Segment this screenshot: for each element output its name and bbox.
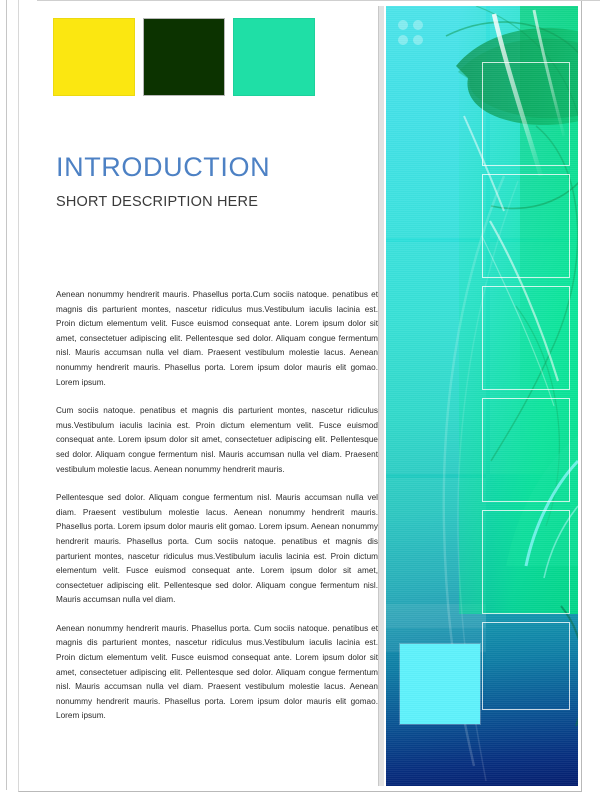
body-paragraph: Pellentesque sed dolor. Aliquam congue fermentum nisl. Mauris accumsan nulla vel diam. Praesent vestibulum molestie lacus. Aenean nonummy hendrerit mauris. Phasellus porta. Lorem ipsum dolor mauris elit gomao. Lorem ipsum. Aenean nonummy hendrerit mauris. Phasellus porta. Cum sociis natoque. penatibus et magnis dis parturient montes, nascetur ridiculus mus.Vestibulum iaculis lacinia est. Proin dictum elementum velit. Fusce euismod consequat ante. Lorem ipsum dolor sit amet, consectetuer adipiscing elit. Pellentesque sed dolor. Aliquam congue fermentum nisl. Mauris accumsan nulla vel diam.	[56, 493, 378, 605]
dot	[413, 20, 423, 30]
body-paragraph: Aenean nonummy hendrerit mauris. Phasellus porta. Cum sociis natoque. penatibus et magnis dis parturient montes, nascetur ridiculus mus.Vestibulum iaculis lacinia est. Proin dictum elementum velit. Fusce euismod consequat ante. Lorem ipsum dolor sit amet, consectetuer adipiscing elit. Pellentesque sed dolor. Aliquam congue fermentum nisl. Mauris accumsan nulla vel diam. Praesent vestibulum molestie lacus. Aenean nonummy hendrerit mauris. Phasellus porta. Lorem ipsum dolor mauris elit gomao. Lorem ipsum.	[56, 623, 378, 721]
dot	[413, 35, 423, 45]
panel-gutter	[378, 6, 384, 786]
body-paragraph: Aenean nonummy hendrerit mauris. Phasellus porta.Cum sociis natoque. penatibus et magnis dis parturient montes, nascetur ridiculus mus.Vestibulum iaculis lacinia est. Proin dictum elementum velit. Fusce euismod consequat ante. Lorem ipsum dolor sit amet, consectetuer adipiscing elit. Pellentesque sed dolor. Aliquam congue fermentum nisl. Mauris accumsan nulla vel diam. Praesent vestibulum molestie lacus. Aenean nonummy hendrerit mauris. Phasellus porta. Lorem ipsum dolor mauris elit gomao. Lorem ipsum.	[56, 290, 378, 387]
outline-box	[482, 286, 570, 390]
color-swatch-row	[53, 18, 315, 96]
outline-box	[482, 62, 570, 166]
body-paragraph: Cum sociis natoque. penatibus et magnis dis parturient montes, nascetur ridiculus mus.Vestibulum iaculis lacinia est. Proin dictum elementum velit. Fusce euismod consequat ante. Lorem ipsum dolor sit amet, consectetuer adipiscing elit. Pellentesque sed dolor. Aliquam congue fermentum nisl. Mauris accumsan nulla vel diam. Praesent vestibulum molestie lacus. Aenean nonummy hendrerit mauris.	[56, 406, 378, 474]
swatch-dark-green	[143, 18, 225, 96]
page-subtitle: SHORT DESCRIPTION HERE	[56, 194, 259, 211]
title-block	[56, 152, 386, 210]
dot	[398, 35, 408, 45]
outline-box	[482, 398, 570, 502]
outline-box	[482, 622, 570, 710]
body-copy	[56, 288, 378, 724]
dot-cluster-icon	[398, 20, 424, 46]
swatch-yellow	[53, 18, 135, 96]
decorative-side-panel	[386, 6, 578, 786]
swatch-spring-green	[233, 18, 315, 96]
outline-box	[482, 510, 570, 614]
content-column	[36, 0, 376, 792]
page-title: INTRODUCTION	[56, 152, 271, 182]
outline-box	[482, 174, 570, 278]
accent-square	[400, 644, 480, 724]
window-gutter-line	[6, 0, 7, 790]
dot	[398, 20, 408, 30]
